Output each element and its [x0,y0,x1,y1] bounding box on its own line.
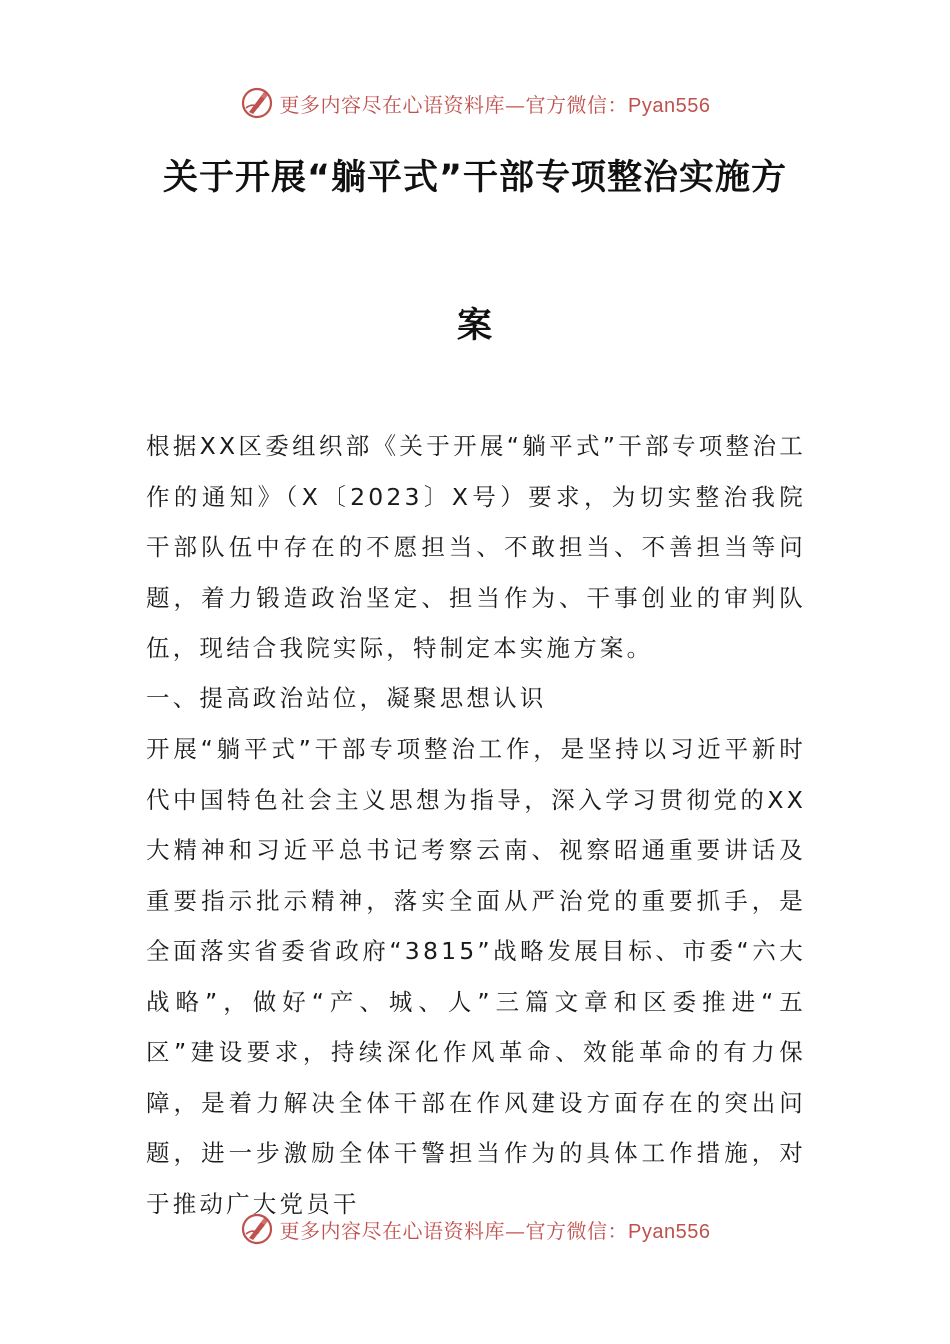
watermark-text: 更多内容尽在心语资料库—官方微信：Pyan556 [279,1218,711,1243]
section-heading-1: 一、提高政治站位，凝聚思想认识 [146,684,547,712]
watermark-text: 更多内容尽在心语资料库—官方微信：Pyan556 [279,92,711,117]
pen-nib-logo-icon [240,1212,274,1246]
watermark-footer [0,1209,950,1249]
watermark-header [0,83,950,123]
section-1-paragraph: 开展“躺平式”干部专项整治工作，是坚持以习近平新时代中国特色社会主义思想为指导，深入学习贯彻党的XX大精神和习近平总书记考察云南、视察昭通重要讲话及重要指示批示精神，落实全面从严治党的重要抓手，是全面落实省委省政府“3815”战略发展目标、市委“六大战略”，做好“产、城、人”三篇文章和区委推进“五区”建设要求，持续深化作风革命、效能革命的有力保障，是着力解决全体干部在作风建设方面存在的突出问题，进一步激励全体干警担当作为的具体工作措施，对于推动广大党员干 [146,735,806,1218]
intro-paragraph: 根据XX区委组织部《关于开展“躺平式”干部专项整治工作的通知》（X〔2023〕X号）要求，为切实整治我院干部队伍中存在的不愿担当、不敢担当、不善担当等问题，着力锻造政治坚定、担当作为、干事创业的审判队伍，现结合我院实际，特制定本实施方案。 [146,432,806,662]
document-title-line-1: 关于开展“躺平式”干部专项整治实施方 [162,158,787,198]
pen-nib-logo-icon [240,86,274,120]
document-title-line-2: 案 [456,306,493,346]
